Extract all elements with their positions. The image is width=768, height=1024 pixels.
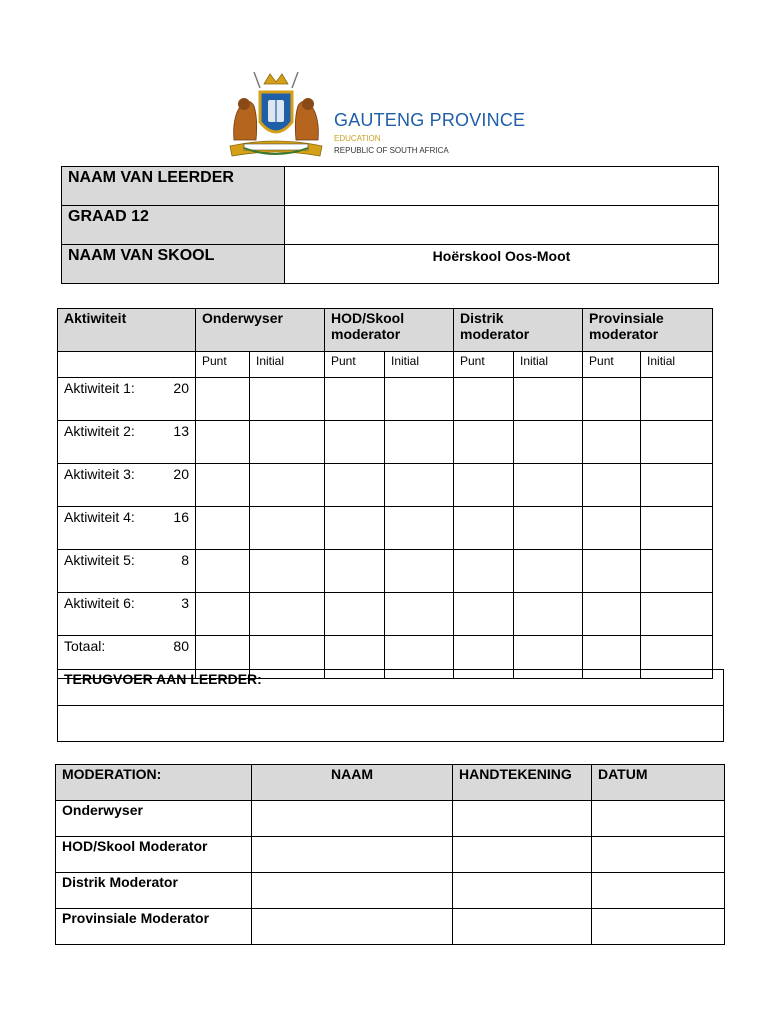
initial-cell[interactable] — [641, 378, 713, 421]
initial-cell[interactable] — [641, 507, 713, 550]
signature-cell[interactable] — [453, 873, 592, 909]
initial-cell[interactable] — [641, 421, 713, 464]
feedback-table — [57, 669, 724, 742]
name-cell[interactable] — [252, 837, 453, 873]
sub-header-initial: Initial — [385, 352, 454, 378]
mark-cell[interactable] — [583, 464, 641, 507]
mark-cell[interactable] — [196, 421, 250, 464]
logo-education: EDUCATION — [334, 134, 381, 143]
mark-cell[interactable] — [454, 550, 514, 593]
sub-header-initial: Initial — [641, 352, 713, 378]
name-cell[interactable] — [252, 801, 453, 837]
activity-row — [58, 421, 713, 464]
total-marks: 80 — [173, 638, 189, 654]
date-cell[interactable] — [592, 909, 725, 945]
sub-header-punt: Punt — [325, 352, 385, 378]
mark-cell[interactable] — [325, 507, 385, 550]
activity-cell — [58, 550, 196, 593]
mark-cell[interactable] — [325, 550, 385, 593]
mark-cell[interactable] — [454, 464, 514, 507]
grade-label: GRAAD 12 — [62, 206, 285, 245]
sub-header-initial: Initial — [514, 352, 583, 378]
moderation-role: Provinsiale Moderator — [56, 909, 252, 945]
mark-cell[interactable] — [583, 593, 641, 636]
mark-cell[interactable] — [196, 593, 250, 636]
initial-cell[interactable] — [250, 550, 325, 593]
mark-cell[interactable] — [325, 378, 385, 421]
initial-cell[interactable] — [385, 421, 454, 464]
moderation-role: HOD/Skool Moderator — [56, 837, 252, 873]
coat-of-arms-icon — [224, 70, 328, 162]
logo-title: GAUTENG PROVINCE — [334, 110, 526, 130]
name-header: NAAM — [252, 765, 453, 801]
activity-row — [58, 378, 713, 421]
initial-cell[interactable] — [250, 507, 325, 550]
date-cell[interactable] — [592, 873, 725, 909]
header-provincial-moderator: Provinsiale moderator — [583, 309, 713, 352]
date-cell[interactable] — [592, 801, 725, 837]
initial-cell[interactable] — [385, 550, 454, 593]
feedback-label: TERUGVOER AAN LEERDER: — [58, 670, 724, 706]
initial-cell[interactable] — [250, 464, 325, 507]
activity-name: Aktiwiteit 1: — [64, 380, 135, 396]
activity-cell — [58, 593, 196, 636]
date-cell[interactable] — [592, 837, 725, 873]
mark-cell[interactable] — [454, 507, 514, 550]
mark-cell[interactable] — [325, 593, 385, 636]
initial-cell[interactable] — [250, 378, 325, 421]
sub-header-punt: Punt — [454, 352, 514, 378]
mark-cell[interactable] — [196, 550, 250, 593]
mark-cell[interactable] — [454, 421, 514, 464]
activity-name: Aktiwiteit 6: — [64, 595, 135, 611]
initial-cell[interactable] — [514, 550, 583, 593]
total-label: Totaal: — [64, 638, 106, 654]
activity-marks: 20 — [173, 466, 189, 482]
mark-cell[interactable] — [583, 378, 641, 421]
logo-republic: REPUBLIC OF SOUTH AFRICA — [334, 146, 449, 155]
activity-name: Aktiwiteit 3: — [64, 466, 135, 482]
name-cell[interactable] — [252, 873, 453, 909]
initial-cell[interactable] — [385, 593, 454, 636]
mark-cell[interactable] — [454, 378, 514, 421]
activity-name: Aktiwiteit 5: — [64, 552, 135, 568]
learner-name-field[interactable] — [285, 167, 719, 206]
activity-marks: 3 — [181, 595, 189, 611]
mark-cell[interactable] — [583, 421, 641, 464]
activity-name: Aktiwiteit 2: — [64, 423, 135, 439]
school-name-label: NAAM VAN SKOOL — [62, 245, 285, 284]
activities-table — [57, 308, 713, 679]
signature-cell[interactable] — [453, 837, 592, 873]
grade-field[interactable] — [285, 206, 719, 245]
sub-header-punt: Punt — [196, 352, 250, 378]
learner-info-table — [61, 166, 719, 284]
activity-marks: 8 — [181, 552, 189, 568]
mark-cell[interactable] — [196, 378, 250, 421]
activity-name: Aktiwiteit 4: — [64, 509, 135, 525]
sub-header-punt: Punt — [583, 352, 641, 378]
date-header: DATUM — [592, 765, 725, 801]
initial-cell[interactable] — [514, 464, 583, 507]
mark-cell[interactable] — [196, 507, 250, 550]
activity-marks: 20 — [173, 380, 189, 396]
activity-marks: 16 — [173, 509, 189, 525]
feedback-field[interactable] — [58, 706, 724, 742]
mark-cell[interactable] — [583, 550, 641, 593]
school-name-field[interactable]: Hoërskool Oos-Moot — [285, 245, 719, 284]
moderation-table — [55, 764, 725, 945]
activity-row — [58, 507, 713, 550]
activity-row — [58, 593, 713, 636]
learner-name-label: NAAM VAN LEERDER — [62, 167, 285, 206]
moderation-header: MODERATION: — [56, 765, 252, 801]
mark-cell[interactable] — [583, 507, 641, 550]
initial-cell[interactable] — [385, 464, 454, 507]
name-cell[interactable] — [252, 909, 453, 945]
initial-cell[interactable] — [514, 507, 583, 550]
moderation-role: Onderwyser — [56, 801, 252, 837]
mark-cell[interactable] — [325, 421, 385, 464]
activity-row — [58, 550, 713, 593]
activity-row — [58, 464, 713, 507]
initial-cell[interactable] — [385, 378, 454, 421]
activity-cell — [58, 421, 196, 464]
signature-cell[interactable] — [453, 801, 592, 837]
signature-cell[interactable] — [453, 909, 592, 945]
initial-cell[interactable] — [514, 378, 583, 421]
sub-header-initial: Initial — [250, 352, 325, 378]
initial-cell[interactable] — [250, 421, 325, 464]
initial-cell[interactable] — [641, 593, 713, 636]
header-activity: Aktiwiteit — [58, 309, 196, 352]
initial-cell[interactable] — [250, 593, 325, 636]
mark-cell[interactable] — [454, 593, 514, 636]
header-district-moderator: Distrik moderator — [454, 309, 583, 352]
mark-cell[interactable] — [196, 464, 250, 507]
moderation-role: Distrik Moderator — [56, 873, 252, 909]
mark-cell[interactable] — [325, 464, 385, 507]
initial-cell[interactable] — [641, 550, 713, 593]
sub-header-empty — [58, 352, 196, 378]
activity-marks: 13 — [173, 423, 189, 439]
gauteng-logo — [224, 70, 526, 162]
initial-cell[interactable] — [385, 507, 454, 550]
initial-cell[interactable] — [514, 593, 583, 636]
activity-cell — [58, 378, 196, 421]
header-hod-moderator: HOD/Skool moderator — [325, 309, 454, 352]
activity-cell — [58, 507, 196, 550]
header-teacher: Onderwyser — [196, 309, 325, 352]
activity-cell — [58, 464, 196, 507]
signature-header: HANDTEKENING — [453, 765, 592, 801]
initial-cell[interactable] — [514, 421, 583, 464]
initial-cell[interactable] — [641, 464, 713, 507]
